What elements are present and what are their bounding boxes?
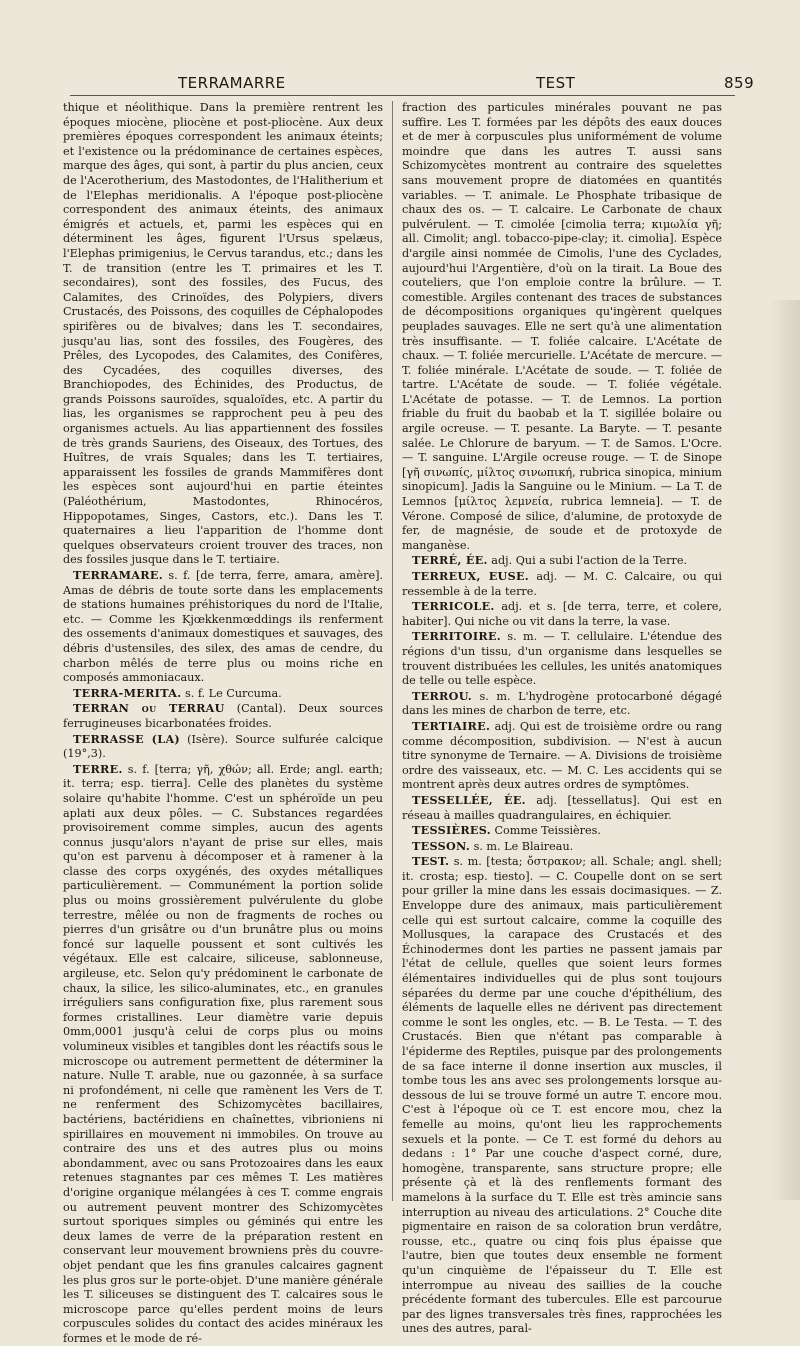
definition: (Isère). Source sulfurée calcique (19°,3). (63, 732, 383, 761)
right-column (402, 101, 723, 1336)
entry-test (402, 854, 722, 1337)
headword: TERRÉ, ÉE. (412, 553, 488, 568)
entry-terrain-continued: thique et néolithique. Dans la première rentrent les époques miocène, pliocène et post-pliocène. Aux deux premières époques correspondent les animaux éteints; et l'existence ou la prédominance de certaines espèces, marque des âges, qui sont, à partir du plus ancien, ceux de l'Acerotherium, des Mastodontes, de l'Halitherium et de l'Elephas meridionalis. A l'époque post-pliocène correspondent des animaux éteints, des animaux émigrés et actuels, et, parmi les espèces qui en déterminent les âges, figurent l'Ursus spelæus, l'Elephas primigenius, le Cervus tarandus, etc.; dans les T. de transition (entre les T. primaires et les T. secondaires), sont des fossiles, des Fucus, des Calamites, des Crinoïdes, des Polypiers, divers Crustacés, des Poissons, des coquilles de Céphalopodes spirifères ou de bivalves; dans les T. secondaires, jusqu'au lias, sont des fossiles, des Fougères, des Prêles, des Lycopodes, des Calamites, des Conifères, des Cycadées, des coquilles diverses, des Branchiopodes, des Échinides, des Productus, de grands Poissons sauroïdes, squaloïdes, etc. A partir du lias, les organismes se rapprochent peu à peu des organismes actuels. Au lias appartiennent des fossiles de très grands Sauriens, des Oiseaux, des Tortues, des Huîtres, de vrais Squales; dans les T. tertiaires, apparaissent les fossiles de grands Mammifères dont les espèces sont aujourd'hui en partie éteintes (Paléothérium, Mastodontes, Rhinocéros, Hippopotames, Singes, Castors, etc.). Dans les T. quaternaires a lieu l'apparition de l'homme dont quelques observateurs croient trouver des traces, non des fossiles jusque dans le T. tertiaire. (63, 101, 383, 567)
headword: TESSIÈRES. (412, 823, 491, 838)
entry-terre-ee (402, 553, 722, 569)
entry-tessieres (402, 823, 722, 839)
definition: s. f. Le Curcuma. (181, 686, 282, 700)
left-column (63, 101, 383, 1345)
headword: TERROU. (412, 688, 472, 703)
entry-territoire (402, 629, 722, 688)
headword: TERRE. (73, 761, 123, 776)
definition: s. f. [de terra, ferre, amara, amère]. Amas de débris de toute sorte dans les emplacements de stations humaines préhistoriques du nord de l'Italie, etc. — Comme les Kjœkkenmœddings ils renferment des ossements d'animaux domestiques et sauvages, des débris d'ustensiles, des silex, des amas de cendre, du charbon mêlés de terre plus ou moins riche en composés ammoniacaux. (63, 569, 383, 685)
running-head (0, 74, 800, 94)
definition: Comme Teissières. (490, 824, 601, 838)
headword: TERRICOLE. (412, 599, 495, 614)
entry-tertiaire (402, 719, 722, 793)
entry-terreux (402, 569, 722, 599)
headword: TEST. (412, 854, 450, 869)
headword: TERRASSE (LA) (73, 731, 181, 746)
headword: TERRA-MERITA. (73, 685, 182, 700)
headword: TESSON. (412, 838, 471, 853)
entry-terre-continued: fraction des particules minérales pouvant ne pas suffire. Les T. formées par les dépôts des eaux douces et de mer à corpuscules plus uniformément de volume moindre que dans les autres T. aussi sans Schizomycètes montrent au contraire des squelettes sans mouvement propre de diatomées en quantités variables. — T. animale. Le Phosphate tribasique de chaux des os. — T. calcaire. Le Carbonate de chaux pulvérulent. — T. cimolée [cimolia terra; κιμωλία γῆ; all. Cimolit; angl. tobacco-pipe-clay; it. cimolia]. Espèce d'argile ainsi nommée de Cimolis, l'une des Cyclades, aujourd'hui l'Argentière, d'où on la tirait. La Boue des couteliers, que l'on emploie contre la brûlure. — T. comestible. Argiles contenant des traces de substances de décompositions organiques qu'ingèrent quelques peuplades sauvages. Elle ne sert qu'à une alimentation très insuffisante. — T. foliée calcaire. L'Acétate de chaux. — T. foliée mercurielle. L'Acétate de mercure. — T. foliée minérale. L'Acétate de soude. — T. foliée de tartre. L'Acétate de soude. — T. foliée végétale. L'Acétate de potasse. — T. de Lemnos. La portion friable du fruit du baobab et la T. sigillée bolaire ou argile ocreuse. — T. pesante. La Baryte. — T. pesante salée. Le Chlorure de baryum. — T. de Samos. L'Ocre. — T. sanguine. L'Argile ocreuse rouge. — T. de Sinope [γῆ σινωπίς, μίλτος σινωπική, rubrica sinopica, minium sinopicum]. Jadis la Sanguine ou le Minium. — La T. de Lemnos [μίλτος λεμνεία, rubrica lemneia]. — T. de Vérone. Composé de silice, d'alumine, de protoxyde de fer, de magnésie, de soude et de protoxyde de manganèse. (402, 101, 722, 552)
definition: s. m. — T. cellulaire. L'étendue des régions d'un tissu, d'un organisme dans lesquelles se trouvent distribuées les cellules, les unités anatomiques de telle ou telle espèce. (402, 630, 722, 688)
definition: s. f. [terra; γῆ, χθών; all. Erde; angl. earth; it. terra; esp. tierra]. Celle des planètes du système solaire qu'habite l'homme. C'est un sphéroïde un peu aplati aux deux pôles. — C. Substances regardées provisoirement comme simples, aucun des agents connus jusqu'alors n'ayant de prise sur elles, mais qu'on est parvenu à décomposer et à ramener à la classe des corps oxygénés, des oxydes métalliques particulièrement. — Communément la portion solide plus ou moins grossièrement pulvérulente du globe terrestre, mêlée ou non de fragments de roches ou pierres d'un grisâtre ou d'un brunâtre plus ou moins foncé sur laquelle poussent et sont cultivés les végétaux. Elle est calcaire, siliceuse, sablonneuse, argileuse, etc. Selon qu'y prédominent le carbonate de chaux, la silice, les silico-aluminates, etc., en granules irréguliers sans configuration fixe, plus rarement sous formes cristallines. Leur diamètre varie depuis 0mm,0001 jusqu'à celui de corps plus ou moins volumineux visibles et tangibles dont les réactifs sous le microscope ou autrement permettent de déterminer la nature. Nulle T. arable, nue ou gazonnée, à sa surface ni profondément, ni celle que ramènent les Vers de T. ne renferment des Schizomycètes bacillaires, bactériens, bactéridiens en chaînettes, vibrioniens ni spirillaires en mouvement ni immobiles. On trouve au contraire des uns et des autres plus ou moins abondamment, avec ou sans Protozoaires dans les eaux retenues stagnantes par ces mêmes T. Les matières d'origine organique mélangées à ces T. comme engrais ou autrement peuvent montrer des Schizomycètes surtout sporiques simples ou géminés qui entre les deux lames de verre de la préparation restent en conservant leur mouvement browniens près du couvre-objet pendant que les fins granules calcaires gagnent les plus gros sur le porte-objet. D'une manière générale les T. siliceuses se distinguent des T. calcaires sous le microscope parce qu'elles perdent moins de leurs corpuscules solides du contact des acides minéraux les formes et le mode de ré- (63, 762, 383, 1345)
entry-terra-merita (63, 686, 383, 702)
page-edge-shading (770, 300, 800, 1200)
entry-terran (63, 701, 383, 731)
entry-terricole (402, 599, 722, 629)
entry-terramare (63, 568, 383, 686)
headword: TERRITOIRE. (412, 629, 502, 644)
definition: adj. — M. C. Calcaire, ou qui ressemble à de la terre. (402, 570, 723, 598)
headword: TESSELLÉE, ÉE. (412, 792, 526, 807)
entry-tessellee (402, 793, 722, 823)
definition: adj. et s. [de terra, terre, et colere, habiter]. Qui niche ou vit dans la terre, la vase. (402, 600, 722, 628)
page-number: 859 (724, 74, 755, 92)
definition: adj. [tessellatus]. Qui est en réseau à mailles quadrangulaires, en échiquier. (402, 793, 722, 822)
definition: adj. Qui a subi l'action de la Terre. (487, 554, 688, 568)
headword: TERRAMARE. (73, 568, 163, 582)
definition: s. m. Le Blaireau. (470, 839, 574, 853)
running-head-center: TEST (536, 74, 576, 92)
column-divider (392, 101, 393, 1201)
entry-terrou (402, 689, 722, 719)
header-rule (70, 95, 735, 96)
definition: s. m. L'hydrogène protocarboné dégagé dans les mines de charbon de terre, etc. (402, 689, 722, 718)
headword: TERREUX, EUSE. (412, 569, 529, 583)
definition: adj. Qui est de troisième ordre ou rang comme décomposition, subdivision. — N'est à aucun titre synonyme de Ternaire. — A. Divisions de troisième ordre des vaisseaux, etc. — M. C. Les accidents qui se montrent après deux autres ordres de symptômes. (402, 719, 722, 792)
headword: TERTIAIRE. (412, 718, 491, 733)
definition: (Cantal). Deux sources ferrugineuses bicarbonatées froides. (63, 702, 383, 730)
definition: s. m. [testa; ὄστρακον; all. Schale; angl. shell; it. crosta; esp. tiesto]. — C. Coupelle dont on se sert pour griller la mine dans les essais docimasiques. — Z. Enveloppe dure des animaux, mais particulièrement celle qui est surtout calcaire, comme la coquille des Mollusques, la carapace des Crustacés et des Échinodermes dont les parties ne passent jamais par l'état de cellule, quelles que soient leurs formes élémentaires individuelles qui de plus sont toujours séparées du derme par une couche d'épithélium, des éléments de laquelle elles ne dérivent pas directement comme le sont les ongles, etc. — B. Le Testa. — T. des Crustacés. Bien que n'étant pas comparable à l'épiderme des Reptiles, puisque par des prolongements de sa face interne il donne insertion aux muscles, il tombe tous les ans avec ses prolongements lorsque au-dessous de lui se trouve formé un autre T. encore mou. C'est à l'époque où ce T. est encore mou, chez la femelle au moins, qu'ont lieu les rapprochements sexuels et la ponte. — Ce T. est formé du dehors au dedans : 1° Par une couche d'aspect corné, dure, homogène, transparente, sans structure propre; elle présente çà et là des renflements formant des mamelons à la surface du T. Elle est très amincie sans interruption au niveau des articulations. 2° Couche dite pigmentaire en raison de sa coloration brun verdâtre, rousse, etc., quatre ou cinq fois plus épaisse que l'autre, bien que toutes deux ensemble ne forment qu'un cinquième de l'épaisseur du T. Elle est interrompue au niveau des saillies de la couche précédente formant des tubercules. Elle est parcourue par des lignes transversales très fines, rapprochées les unes des autres, paral- (402, 855, 722, 1336)
entry-terrasse (63, 732, 383, 762)
entry-terre (63, 762, 383, 1346)
running-head-left: TERRAMARRE (178, 74, 286, 92)
entry-tesson (402, 839, 722, 855)
headword: TERRAN ou TERRAU (73, 701, 225, 716)
